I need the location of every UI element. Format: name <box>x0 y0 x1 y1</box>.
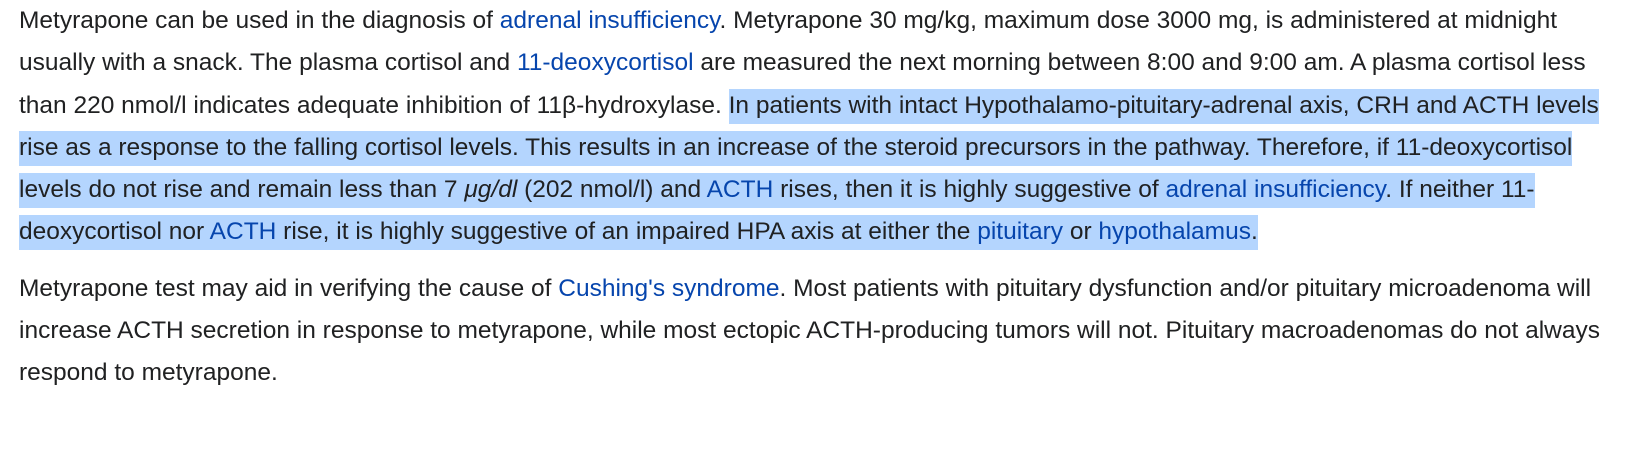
link-adrenal-insufficiency-2[interactable]: adrenal insufficiency <box>1165 176 1386 204</box>
link-hypothalamus[interactable]: hypothalamus <box>1098 218 1251 246</box>
text-run: . Most patients with pituitary dysfunction and/or pituitary microadenoma will increase ACTH secretion in response to metyrapone, while most ectopic ACTH-producing tumors will not. Pituitary macroadenomas do not always respond to metyrapone. <box>19 274 1600 387</box>
text-run: rises, then it is highly suggestive of <box>773 176 1166 204</box>
text-run: Metyrapone test may aid in verifying the cause of <box>19 274 559 302</box>
text-run: are measured the next morning between 8:00 and 9:00 am. A plasma cortisol less than 220 nmol/l indicates adequate inhibition of 11β-hydroxylase. <box>19 49 1586 119</box>
text-run: In patients with intact Hypothalamo-pituitary-adrenal axis, CRH and ACTH levels rise as a response to the falling cortisol levels. This results in an increase of the steroid precursors in the pathway. Therefore, if 11-deoxycortisol levels do not rise and remain less than 7 <box>19 91 1599 204</box>
paragraph-metyrapone-diagnosis <box>19 0 1619 254</box>
link-acth-2[interactable]: ACTH <box>209 218 277 246</box>
link-adrenal-insufficiency[interactable]: adrenal insufficiency <box>499 7 720 34</box>
link-acth[interactable]: ACTH <box>706 176 774 204</box>
link-cushings-syndrome[interactable]: Cushing's syndrome <box>558 274 780 302</box>
text-run: rise, it is highly suggestive of an impaired HPA axis at either the <box>276 218 978 246</box>
link-11-deoxycortisol[interactable]: 11-deoxycortisol <box>516 49 694 77</box>
unit-ug-dl: μg/dl <box>464 176 518 204</box>
text-run: . If neither 11-deoxycortisol nor <box>19 176 1535 246</box>
link-pituitary[interactable]: pituitary <box>977 218 1064 246</box>
text-run: . Metyrapone 30 mg/kg, maximum dose 3000 mg, is administered at midnight usually with a snack. The plasma cortisol and <box>19 7 1558 77</box>
text-run: Metyrapone can be used in the diagnosis of <box>19 7 500 34</box>
text-run: (202 nmol/l) and <box>517 176 707 204</box>
article-body <box>19 0 1619 395</box>
paragraph-cushing-verification <box>19 268 1619 395</box>
text-run: or <box>1063 218 1099 246</box>
text-run <box>722 92 729 119</box>
text-run: . <box>1250 218 1258 246</box>
